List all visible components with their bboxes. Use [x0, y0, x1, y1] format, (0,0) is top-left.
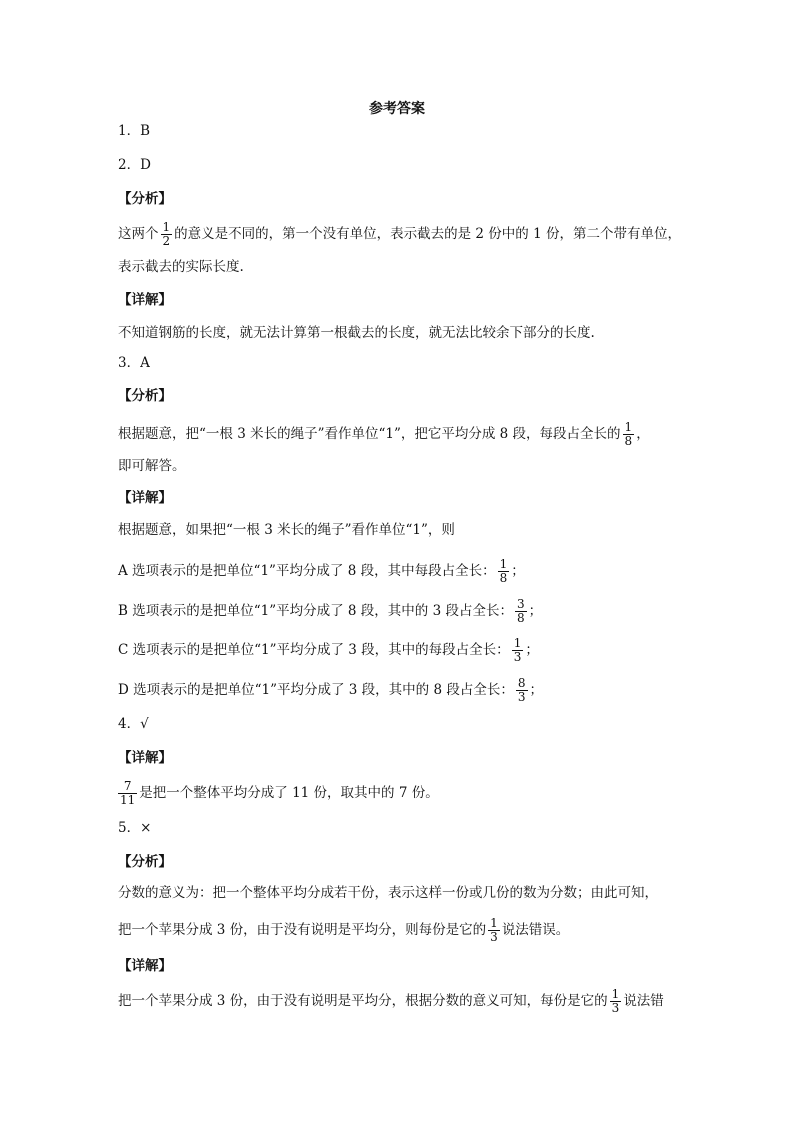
fraction: $\frac{8}{3}$: [517, 676, 526, 704]
q5-detail: 把一个苹果分成 3 份，由于没有说明是平均分，根据分数的意义可知，每份是它的 $\frac{1}{3}$ 说法错: [118, 987, 664, 1015]
q2-analysis-line1: 这两个 $\frac{1}{2}$ 的意义是不同的，第一个没有单位，表示截去的是 2 份中的 1 份，第二个带有单位，: [118, 220, 681, 248]
section-heading-detail: 【详解】: [118, 750, 172, 766]
answer-2: 2．D: [118, 157, 151, 173]
q2-analysis-line2: 表示截去的实际长度.: [118, 259, 244, 275]
q3-option-b: B 选项表示的是把单位“1”平均分成了 8 段，其中的 3 段占全长： $\frac{3}{8}$ ；: [118, 597, 543, 625]
q3-option-c: C 选项表示的是把单位“1”平均分成了 3 段，其中的每段占全长： $\frac{1}{3}$ ；: [118, 636, 539, 664]
answer-5: 5．×: [118, 820, 152, 836]
fraction: $\frac{1}{8}$: [499, 557, 508, 585]
q3-analysis-line1: 根据题意，把“一根 3 米长的绳子”看作单位“1”，把它平均分成 8 段，每段占全长的 $\frac{1}{8}$ ，: [118, 420, 650, 448]
section-heading-detail: 【详解】: [118, 490, 172, 506]
fraction: $\frac{1}{3}$: [490, 916, 498, 944]
q4-detail: $\frac{7}{11}$ 是把一个整体平均分成了 11 份，取其中的 7 份。: [120, 779, 439, 807]
section-heading-analysis: 【分析】: [118, 854, 172, 870]
answer-3: 3．A: [118, 355, 150, 371]
fraction: $\frac{1}{2}$: [162, 220, 171, 248]
q2-detail: 不知道钢筋的长度，就无法计算第一根截去的长度，就无法比较余下部分的长度.: [118, 325, 595, 341]
q5-analysis-line1: 分数的意义为：把一个整体平均分成若干份，表示这样一份或几份的数为分数；由此可知，: [118, 885, 658, 901]
q3-analysis-line2: 即可解答。: [118, 458, 186, 474]
q3-option-a: A 选项表示的是把单位“1”平均分成了 8 段，其中每段占全长： $\frac{1}{8}$ ；: [118, 557, 525, 585]
section-heading-detail: 【详解】: [118, 958, 172, 974]
fraction: $\frac{1}{3}$: [611, 987, 620, 1015]
q5-analysis-line2: 把一个苹果分成 3 份，由于没有说明是平均分，则每份是它的 $\frac{1}{3}$ 说法错误。: [118, 916, 570, 944]
section-heading-detail: 【详解】: [118, 292, 172, 308]
section-heading-analysis: 【分析】: [118, 388, 172, 404]
q3-option-d: D 选项表示的是把单位“1”平均分成了 3 段，其中的 8 段占全长： $\frac{8}{3}$ ；: [118, 676, 543, 704]
answer-4: 4．√: [118, 716, 149, 732]
q3-detail-intro: 根据题意，如果把“一根 3 米长的绳子”看作单位“1”，则: [118, 522, 455, 538]
page-title: 参考答案: [369, 101, 425, 117]
answer-1: 1．B: [118, 123, 151, 139]
fraction: $\frac{3}{8}$: [516, 597, 525, 625]
fraction: $\frac{1}{3}$: [513, 636, 522, 664]
section-heading-analysis: 【分析】: [118, 191, 172, 207]
fraction: $\frac{1}{8}$: [624, 420, 633, 448]
fraction: $\frac{7}{11}$: [120, 779, 136, 807]
